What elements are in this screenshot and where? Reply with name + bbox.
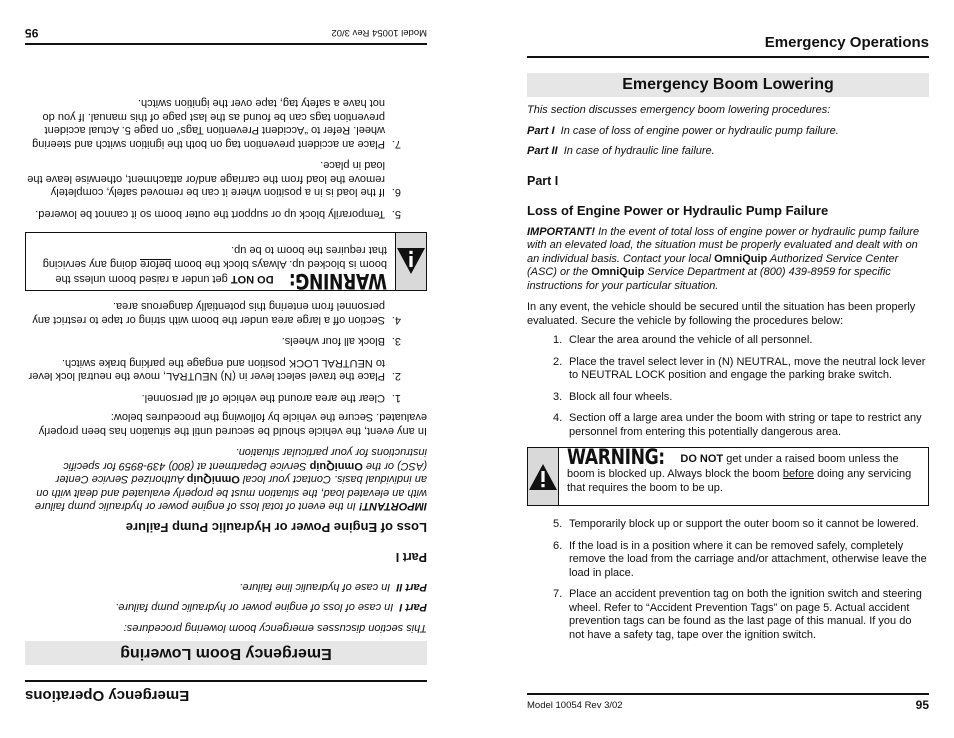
warning-word: WARNING: — [567, 445, 665, 469]
part-i-text: In case of loss of engine power or hydraulic pump failure. — [560, 124, 839, 137]
step-item — [527, 540, 929, 581]
section-header: Emergency Operations — [25, 680, 427, 704]
intro-text: This section discusses emergency boom lowering procedures: — [123, 622, 427, 634]
do-not-label: DO NOT — [680, 453, 724, 465]
step-number: 5. — [391, 208, 401, 220]
step-text: Place an accident prevention tag on both the ignition switch and steering wheel. Refer to “Accident Prevention Tags” on page 5. Actual accident prevention tags can be found as the last page of this manual. If you do not have a safety tag, tape over the ignition switch. — [569, 588, 922, 641]
sub-heading: Loss of Engine Power or Hydraulic Pump Failure — [125, 520, 427, 535]
step-number: 1. — [391, 392, 401, 404]
brand-name: OmniQuip — [714, 252, 768, 265]
warning-text — [26, 233, 395, 293]
step-item — [25, 356, 427, 383]
step-text: If the load is in a position where it can be removed safely, completely remove the load from the carriage and/or attachment, otherwise leave the load in place. — [569, 539, 927, 579]
footer-rule — [527, 693, 929, 695]
step-item — [527, 518, 929, 532]
intro-text: This section discusses emergency boom lowering procedures: — [527, 104, 831, 116]
warning-icon-cell — [528, 448, 559, 505]
part-ii-text: In case of hydraulic line failure. — [239, 581, 391, 593]
step-text: Clear the area around the vehicle of all personnel. — [141, 392, 385, 404]
part-i-line — [25, 600, 427, 614]
important-text: Authorized Service Center (ASC) or the — [55, 460, 427, 486]
section-header: Emergency Operations — [527, 34, 929, 58]
warning-triangle-icon — [396, 248, 426, 276]
page-title: Emergency Boom Lowering — [25, 641, 427, 665]
warning-text — [559, 445, 928, 505]
step-item — [527, 334, 929, 348]
step-item — [25, 299, 427, 326]
secure-paragraph: In any event, the vehicle should be secured until the situation has been properly evaluated. Secure the vehicle by following the procedures below: — [527, 301, 916, 327]
part-ii-label: Part II — [527, 145, 558, 157]
important-text: In the event of total loss of engine power or hydraulic pump failure with an elevated load, the situation must be properly evaluated and dealt with on an individual basis. Contact your local — [527, 225, 920, 265]
step-text: Place the travel select lever in (N) NEUTRAL, move the neutral lock lever to NEUTRAL LOCK position and engage the parking brake switch. — [28, 357, 385, 383]
part-i-text: In case of loss of engine power or hydraulic pump failure. — [115, 601, 394, 614]
part-ii-line — [527, 145, 929, 159]
steps-list — [25, 299, 427, 404]
step-item — [527, 356, 929, 383]
step-number: 6. — [391, 186, 401, 199]
warning-text-part: doing any servicing that requires the boom to be up. — [567, 467, 912, 494]
important-text: Authorized Service Center (ASC) or the — [527, 252, 899, 278]
warning-triangle-icon — [528, 463, 558, 491]
step-text: Block all four wheels. — [569, 390, 673, 403]
step-number: 4. — [553, 412, 563, 424]
footer-model: Model 10054 Rev 3/02 — [527, 700, 623, 711]
footer-rule — [25, 43, 427, 45]
step-item — [25, 391, 427, 405]
warning-box — [25, 232, 427, 291]
important-text: In the event of total loss of engine power or hydraulic pump failure with an elevated load, the situation must be properly evaluated and dealt with on an individual basis. Contact your local — [34, 473, 427, 513]
step-text: Block all four wheels. — [281, 335, 385, 348]
steps-list — [25, 96, 427, 220]
secure-paragraph: In any event, the vehicle should be secured until the situation has been properly evaluated. Secure the vehicle by following the procedures below: — [38, 411, 427, 437]
step-number: 5. — [553, 518, 563, 530]
step-text: Clear the area around the vehicle of all personnel. — [569, 334, 813, 346]
steps-list — [527, 334, 929, 439]
sub-heading: Loss of Engine Power or Hydraulic Pump Failure — [527, 203, 829, 218]
page-right — [477, 0, 954, 738]
page-number: 95 — [915, 698, 929, 712]
content — [527, 104, 929, 650]
important-text: Service Department at (800) 439-8959 for specific instructions for your particular situation. — [63, 446, 427, 472]
part-heading: Part I — [395, 550, 427, 565]
steps-list — [527, 518, 929, 642]
important-label: IMPORTANT! — [358, 500, 427, 513]
step-number: 2. — [553, 355, 563, 368]
underlined-word: before — [782, 467, 815, 480]
step-number: 2. — [391, 370, 401, 383]
page-title: Emergency Boom Lowering — [527, 73, 929, 97]
step-item — [25, 158, 427, 199]
step-text: Temporarily block up or support the outer boom so it cannot be lowered. — [569, 518, 919, 530]
underlined-word: before — [139, 258, 172, 271]
warning-box — [527, 447, 929, 506]
part-ii-line — [25, 580, 427, 594]
step-number: 4. — [391, 314, 401, 326]
page-number: 95 — [25, 26, 39, 40]
step-number: 1. — [553, 334, 563, 346]
important-note — [527, 226, 929, 294]
do-not-label: DO NOT — [230, 273, 274, 285]
step-number: 6. — [553, 539, 563, 552]
warning-text-part: get under a raised boom unless the boom is blocked up. Always block the boom — [567, 453, 899, 480]
part-ii-label: Part II — [396, 581, 427, 593]
brand-name: OmniQuip — [309, 460, 363, 472]
brand-name: OmniQuip — [591, 266, 645, 278]
important-label: IMPORTANT! — [527, 225, 596, 238]
step-item — [25, 334, 427, 348]
warning-word: WARNING: — [289, 269, 387, 293]
step-number: 7. — [553, 588, 563, 600]
step-item — [25, 207, 427, 221]
step-number: 3. — [553, 390, 563, 403]
step-number: 7. — [391, 138, 401, 150]
step-text: Section off a large area under the boom with string or tape to restrict any personnel from entering this potentially dangerous area. — [32, 300, 385, 326]
part-ii-text: In case of hydraulic line failure. — [563, 145, 715, 157]
step-text: Place the travel select lever in (N) NEUTRAL, move the neutral lock lever to NEUTRAL LOCK position and engage the parking brake switch. — [569, 355, 926, 381]
part-i-label: Part I — [399, 601, 427, 614]
step-text: Place an accident prevention tag on both the ignition switch and steering wheel. Refer to “Accident Prevention Tags” on page 5. Actual accident prevention tags can be found as the last page of this manual. If you do not have a safety tag, tape over the ignition switch. — [32, 97, 385, 150]
step-text: Temporarily block up or support the outer boom so it cannot be lowered. — [35, 208, 385, 220]
important-note — [25, 445, 427, 513]
step-item — [527, 588, 929, 642]
important-text: Service Department at (800) 439-8959 for specific instructions for your particular situation. — [527, 266, 891, 292]
part-heading: Part I — [527, 173, 559, 188]
brand-name: OmniQuip — [186, 473, 240, 486]
step-text: If the load is in a position where it can be removed safely, completely remove the load from the carriage and/or attachment, otherwise leave the load in place. — [27, 159, 385, 199]
content — [25, 88, 427, 634]
step-item — [527, 412, 929, 439]
step-item — [527, 391, 929, 405]
step-number: 3. — [391, 335, 401, 348]
step-text: Section off a large area under the boom with string or tape to restrict any personnel from entering this potentially dangerous area. — [569, 412, 922, 438]
warning-text-part: get under a raised boom unless the boom is blocked up. Always block the boom — [55, 258, 387, 285]
warning-text-part: doing any servicing that requires the boom to be up. — [42, 244, 387, 271]
footer-model: Model 10054 Rev 3/02 — [331, 27, 427, 38]
part-i-label: Part I — [527, 124, 555, 137]
step-item — [25, 96, 427, 150]
warning-icon-cell — [395, 233, 426, 290]
part-i-line — [527, 125, 929, 139]
